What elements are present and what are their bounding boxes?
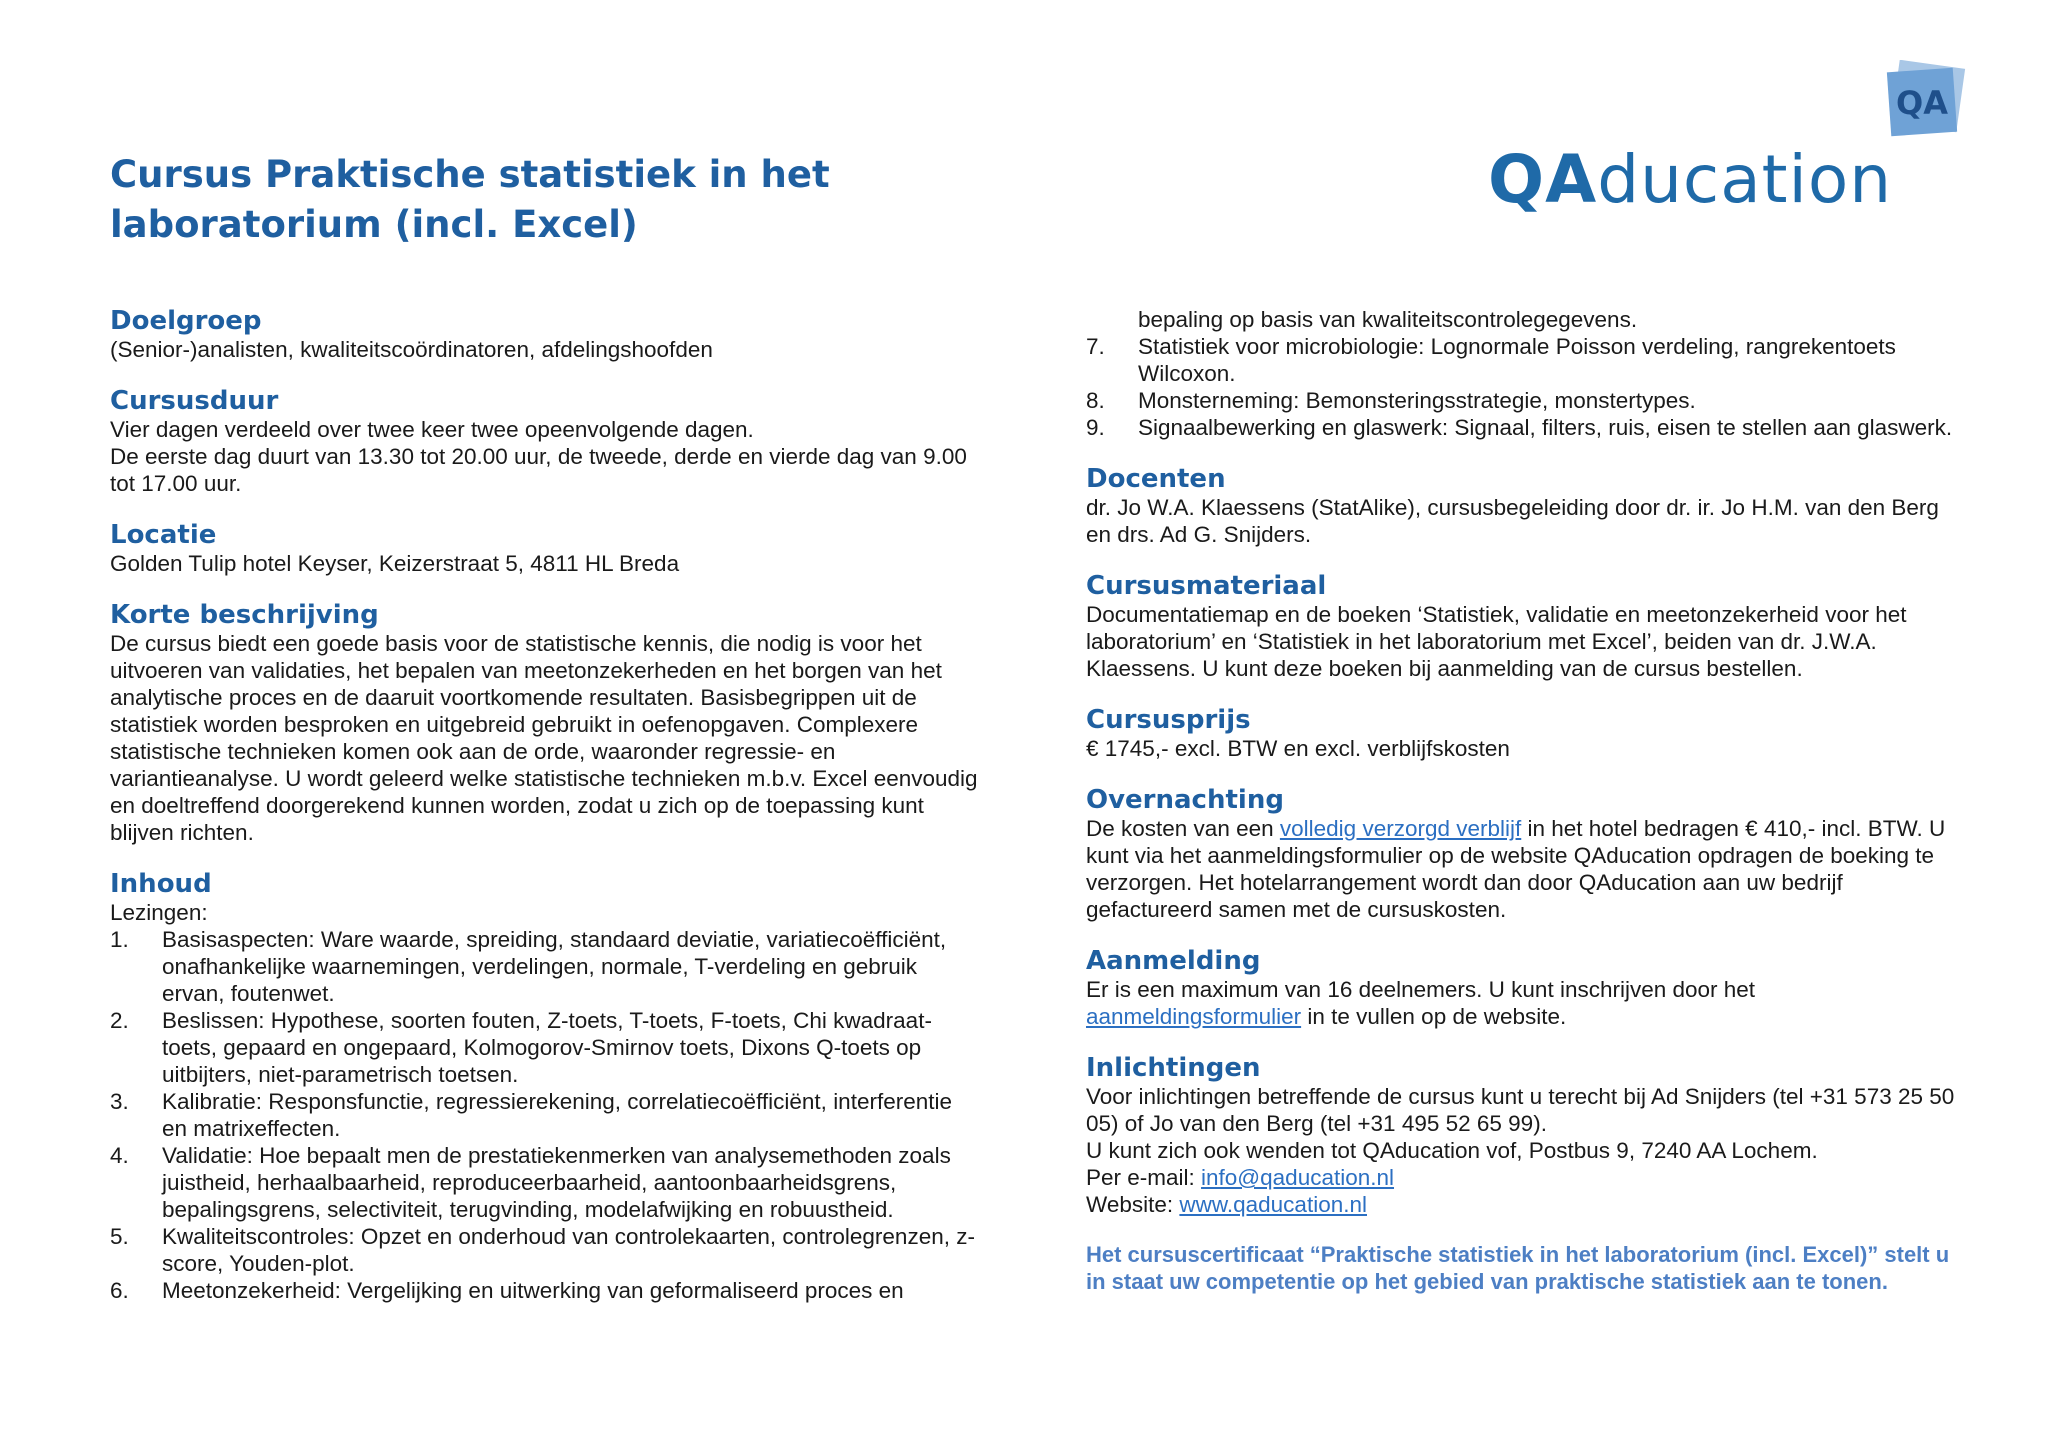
list-item — [1086, 414, 1966, 441]
section-locatie — [110, 520, 980, 577]
list-item — [110, 1277, 980, 1304]
list-item-text: Kalibratie: Responsfunctie, regressierekening, correlatiecoëfficiënt, interferentie en matrixeffecten. — [162, 1089, 953, 1141]
cursusprijs-heading: Cursusprijs — [1086, 705, 1251, 735]
list-item-text: Validatie: Hoe bepaalt men de prestatiekenmerken van analysemethoden zoals juistheid, herhaalbaarheid, reproduceerbaarheid, aantoonbaarheidsgrens, bepalingsgrens, selectiviteit, terugvinding, modelafwijking en robuustheid. — [162, 1143, 951, 1222]
list-item-text: Basisaspecten: Ware waarde, spreiding, standaard deviatie, variatiecoëfficiënt, onafhankelijke waarnemingen, verdelingen, normale, T-verdeling en gebruik ervan, foutenwet. — [162, 927, 947, 1006]
section-beschrijving — [110, 600, 980, 846]
inlichtingen-heading: Inlichtingen — [1086, 1053, 1261, 1083]
section-cursusduur — [110, 386, 980, 497]
list-item-number: 6. — [110, 1278, 129, 1303]
website-label: Website: — [1086, 1192, 1180, 1217]
lezingen-list — [110, 926, 980, 1304]
list-item-number: 5. — [110, 1224, 129, 1249]
list-item-text: Statistiek voor microbiologie: Lognormale Poisson verdeling, rangrekentoets Wilcoxon. — [1138, 334, 1896, 386]
badge-text: QA — [1896, 84, 1948, 122]
lezingen-list-continued — [1086, 333, 1966, 441]
section-overnachting — [1086, 785, 1966, 923]
docenten-heading: Docenten — [1086, 464, 1226, 494]
certificaat-note: Het cursuscertificaat “Praktische statistiek in het laboratorium (incl. Excel)” stelt u in staat uw competentie op het gebied van praktische statistiek aan te tonen. — [1086, 1242, 1950, 1294]
list-item-text: Kwaliteitscontroles: Opzet en onderhoud van controlekaarten, controlegrenzen, z-score, Youden-plot. — [162, 1224, 975, 1276]
list-item-number: 3. — [110, 1089, 129, 1114]
list-item-number: 2. — [110, 1008, 129, 1033]
inhoud-intro: Lezingen: — [110, 900, 208, 925]
list-item-text: Beslissen: Hypothese, soorten fouten, Z-toets, T-toets, F-toets, Chi kwadraat-toets, gepaard en ongepaard, Kolmogorov-Smirnov toets, Dixons Q-toets op uitbijters, niet-parametrisch toetsen. — [162, 1008, 932, 1087]
list-item — [110, 1088, 980, 1142]
section-doelgroep — [110, 306, 980, 363]
aanmelding-text-after: in te vullen op de website. — [1301, 1004, 1567, 1029]
overnachting-text — [1086, 815, 1966, 923]
overnachting-text-before: De kosten van een — [1086, 816, 1280, 841]
inlichtingen-line2: U kunt zich ook wenden tot QAducation vof, Postbus 9, 7240 AA Lochem. — [1086, 1138, 1818, 1163]
list-item — [110, 1007, 980, 1088]
beschrijving-heading: Korte beschrijving — [110, 600, 379, 630]
list-item-text: Signaalbewerking en glaswerk: Signaal, filters, ruis, eisen te stellen aan glaswerk. — [1138, 415, 1953, 440]
cursusmateriaal-heading: Cursusmateriaal — [1086, 571, 1327, 601]
cursusduur-line2: De eerste dag duurt van 13.30 tot 20.00 uur, de tweede, derde en vierde dag van 9.00 tot 17.00 uur. — [110, 444, 967, 496]
list-item — [1086, 333, 1966, 387]
inhoud-heading: Inhoud — [110, 869, 212, 899]
overnachting-heading: Overnachting — [1086, 785, 1284, 815]
section-inlichtingen — [1086, 1053, 1966, 1218]
section-docenten — [1086, 464, 1966, 548]
list-item-text: Monsterneming: Bemonsteringsstrategie, monstertypes. — [1138, 388, 1696, 413]
section-cursusprijs — [1086, 705, 1966, 762]
right-column — [1086, 306, 1966, 1295]
list-item-6-continuation: bepaling op basis van kwaliteitscontrolegegevens. — [1138, 307, 1638, 332]
inlichtingen-website — [1086, 1191, 1966, 1218]
list-item — [110, 1223, 980, 1277]
qaducation-logo — [1480, 52, 1980, 218]
beschrijving-text: De cursus biedt een goede basis voor de statistische kennis, die nodig is voor het uitvoeren van validaties, het bepalen van meetonzekerheden en het borgen van het analytische proces en de daaruit voortkomende resultaten. Basisbegrippen uit de statistiek worden besproken en uitgebreid gebruikt in oefenopgaven. Complexere statistische technieken komen ook aan de orde, waaronder regressie- en variantieanalyse. U wordt geleerd welke statistische technieken m.b.v. Excel eenvoudig en doeltreffend doorgerekend kunnen worden, zodat u zich op de toepassing kunt blijven richten. — [110, 631, 978, 845]
inlichtingen-email — [1086, 1164, 1966, 1191]
list-item — [110, 926, 980, 1007]
section-inhoud — [110, 869, 980, 1304]
doelgroep-heading: Doelgroep — [110, 306, 262, 336]
inlichtingen-line1: Voor inlichtingen betreffende de cursus kunt u terecht bij Ad Snijders (tel +31 573 25 50 05) of Jo van den Berg (tel +31 495 52 65 99). — [1086, 1084, 1955, 1136]
cursusduur-heading: Cursusduur — [110, 386, 279, 416]
logo-wordmark — [1488, 140, 1892, 220]
list-item-number: 8. — [1086, 388, 1105, 413]
list-item — [1086, 387, 1966, 414]
verblijf-link[interactable]: volledig verzorgd verblijf — [1279, 816, 1522, 841]
aanmelding-text-before: Er is een maximum van 16 deelnemers. U kunt inschrijven door het — [1086, 977, 1756, 1002]
website-link[interactable]: www.qaducation.nl — [1179, 1192, 1367, 1217]
aanmelding-heading: Aanmelding — [1086, 946, 1261, 976]
aanmelding-text — [1086, 976, 1966, 1030]
list-item-number: 7. — [1086, 334, 1105, 359]
list-item-number: 9. — [1086, 415, 1105, 440]
page-title-line1: Cursus Praktische statistiek in het — [110, 153, 830, 196]
cursusprijs-text: € 1745,- excl. BTW en excl. verblijfskosten — [1086, 736, 1510, 761]
qa-badge-icon — [1885, 60, 1967, 138]
logo-wordmark-rest: ducation — [1597, 141, 1893, 218]
locatie-heading: Locatie — [110, 520, 217, 550]
section-inhoud-continued — [1086, 306, 1966, 441]
overnachting-text-after: in het hotel bedragen € 410,- incl. BTW. U kunt via het aanmeldingsformulier op de website QAducation opdragen de boeking te verzorgen. Het hotelarrangement wordt dan door QAducation aan uw bedrijf gefactureerd samen met de cursuskosten. — [1086, 816, 1946, 922]
left-column — [110, 306, 980, 1327]
email-link[interactable]: info@qaducation.nl — [1201, 1165, 1395, 1190]
cursusduur-line1: Vier dagen verdeeld over twee keer twee opeenvolgende dagen. — [110, 417, 754, 442]
logo-wordmark-qa: QA — [1488, 141, 1598, 218]
list-item-text: Meetonzekerheid: Vergelijking en uitwerking van geformaliseerd proces en — [162, 1278, 904, 1303]
email-label: Per e-mail: — [1086, 1165, 1202, 1190]
aanmeldingsformulier-link[interactable]: aanmeldingsformulier — [1086, 1004, 1302, 1029]
cursusmateriaal-text: Documentatiemap en de boeken ‘Statistiek, validatie en meetonzekerheid voor het laboratorium’ en ‘Statistiek in het laboratorium met Excel’, beiden van dr. J.W.A. Klaessens. U kunt deze boeken bij aanmelding van de cursus bestellen. — [1086, 602, 1907, 681]
docenten-text: dr. Jo W.A. Klaessens (StatAlike), cursusbegeleiding door dr. ir. Jo H.M. van den Berg en drs. Ad G. Snijders. — [1086, 495, 1939, 547]
list-item — [110, 1142, 980, 1223]
section-aanmelding — [1086, 946, 1966, 1030]
list-item-number: 4. — [110, 1143, 129, 1168]
locatie-text: Golden Tulip hotel Keyser, Keizerstraat 5, 4811 HL Breda — [110, 551, 680, 576]
section-cursusmateriaal — [1086, 571, 1966, 682]
doelgroep-text: (Senior-)analisten, kwaliteitscoördinatoren, afdelingshoofden — [110, 337, 713, 362]
page-title — [110, 150, 870, 250]
list-item-number: 1. — [110, 927, 129, 952]
page-title-line2: laboratorium (incl. Excel) — [110, 203, 638, 246]
